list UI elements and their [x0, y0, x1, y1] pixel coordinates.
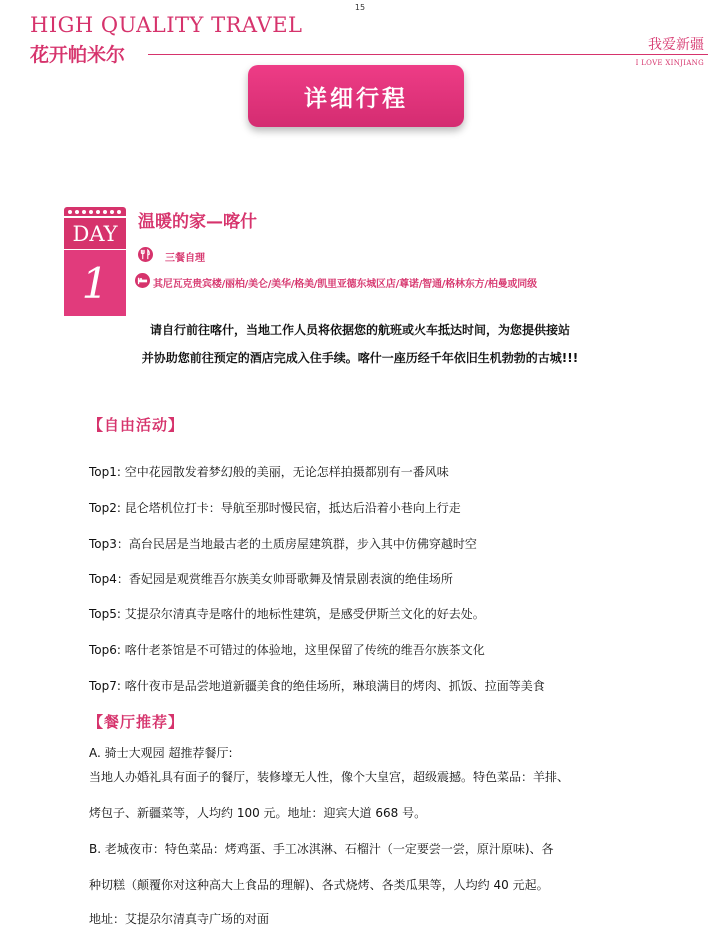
- list-item: Top7: 喀什夜市是品尝地道新疆美食的绝佳场所，琳琅满目的烤肉、抓饭、拉面等美食: [89, 679, 545, 693]
- utensils-icon: [138, 247, 153, 262]
- day-badge: [64, 207, 126, 316]
- list-item: Top2: 昆仑塔机位打卡：导航至那时慢民宿，抵达后沿着小巷向上行走: [89, 501, 461, 515]
- page-number: 15: [354, 3, 366, 12]
- day-label: DAY: [72, 221, 118, 246]
- restaurant-heading: 【餐厅推荐】: [88, 713, 185, 731]
- slogan-cn: 我爱新疆: [648, 37, 704, 53]
- restaurant-line: B. 老城夜市：特色菜品：烤鸡蛋、手工冰淇淋、石榴汁（一定要尝一尝，原汁原味)、各: [89, 842, 554, 856]
- list-item: Top3：高台民居是当地最古老的土质房屋建筑群，步入其中仿佛穿越时空: [89, 537, 477, 551]
- restaurant-line: 当地人办婚礼具有面子的餐厅，装修壕无人性，像个大皇宫，超级震撼。特色菜品：羊排、: [89, 770, 570, 784]
- meals-info: 三餐自理: [165, 253, 205, 264]
- restaurant-line: 烤包子、新疆菜等，人均约 100 元。地址：迎宾大道 668 号。: [89, 806, 427, 820]
- brand-subtitle: 花开帕米尔: [30, 44, 126, 66]
- banner-label: 详细行程: [304, 85, 408, 112]
- list-item: Top6: 喀什老茶馆是不可错过的体验地，这里保留了传统的维吾尔族茶文化: [89, 643, 485, 657]
- intro-line-2: 并协助您前往预定的酒店完成入住手续。喀什一座历经千年依旧生机勃勃的古城!!!: [141, 351, 579, 365]
- hotel-info: 其尼瓦克贵宾楼/丽柏/美仑/美华/格美/凯里亚德东城区店/尊诺/智通/格林东方/柏曼或同级: [153, 279, 537, 290]
- list-item: Top4：香妃园是观赏维吾尔族美女帅哥歌舞及情景剧表演的绝佳场所: [89, 572, 453, 586]
- day-number: 1: [81, 258, 109, 308]
- bed-icon: [135, 273, 150, 288]
- intro-line-1: 请自行前往喀什，当地工作人员将依据您的航班或火车抵达时间，为您提供接站: [149, 323, 570, 337]
- brand-title: HIGH QUALITY TRAVEL: [30, 13, 303, 37]
- free-activity-heading: 【自由活动】: [88, 416, 185, 434]
- list-item: Top5: 艾提尕尔清真寺是喀什的地标性建筑，是感受伊斯兰文化的好去处。: [89, 607, 485, 621]
- restaurant-line: 地址：艾提尕尔清真寺广场的对面: [89, 912, 270, 926]
- calendar-rings: [64, 207, 126, 216]
- slogan-en: I LOVE XINJIANG: [635, 59, 704, 67]
- header-divider: [148, 54, 708, 55]
- restaurant-line: A. 骑士大观园 超推荐餐厅:: [89, 746, 233, 760]
- day-title: 温暖的家—喀什: [138, 212, 257, 232]
- itinerary-banner: [248, 65, 464, 127]
- list-item: Top1: 空中花园散发着梦幻般的美丽，无论怎样拍摄都别有一番风味: [89, 465, 449, 479]
- restaurant-line: 种切糕（颠覆你对这种高大上食品的理解)、各式烧烤、各类瓜果等，人均约 40 元起。: [89, 878, 549, 892]
